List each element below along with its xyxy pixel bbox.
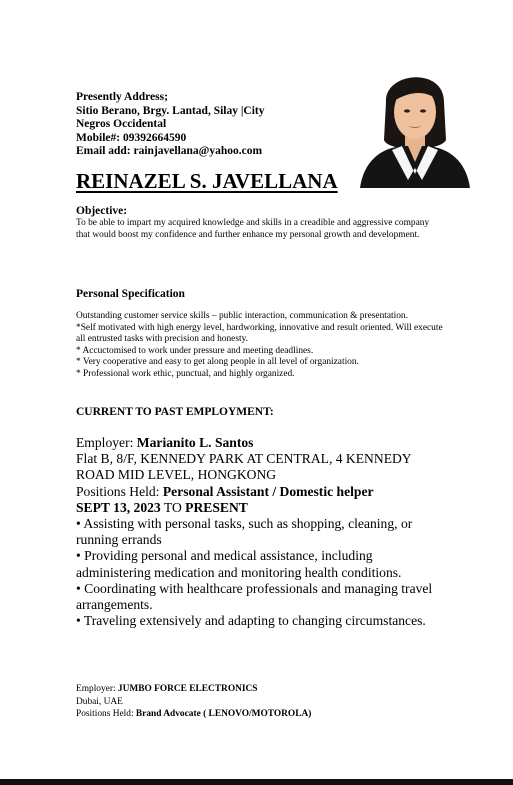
list-item: *Self motivated with high energy level, hardworking, innovative and result oriented. Will execute all entrusted tasks with precision and honesty. — [76, 322, 443, 345]
list-item: * Accuctomised to work under pressure and meeting deadlines. — [76, 345, 314, 356]
employer-name: JUMBO FORCE ELECTRONICS — [117, 684, 258, 694]
candidate-name: REINAZEL S. JAVELLANA — [76, 169, 338, 193]
address-line-1: Sitio Berano, Brgy. Lantad, Silay |City — [76, 104, 265, 117]
list-item: * Very cooperative and easy to get along people in all level of organization. — [76, 357, 359, 368]
previous-employer-line — [76, 683, 311, 696]
list-item: • Assisting with personal tasks, such as shopping, cleaning, or running errands — [76, 516, 413, 548]
employer-address: Flat B, 8/F, KENNEDY PARK AT CENTRAL, 4 KENNEDY ROAD MID LEVEL, HONGKONG — [76, 451, 412, 483]
date-end: PRESENT — [185, 499, 248, 515]
bottom-divider — [0, 779, 513, 785]
date-to: TO — [160, 499, 186, 515]
previous-position-line — [76, 708, 311, 721]
list-item: • Traveling extensively and adapting to changing circumstances. — [76, 613, 426, 629]
personal-spec-list — [76, 311, 448, 381]
employer-location: Dubai, UAE — [76, 696, 123, 707]
personal-spec-title: Personal Specification — [76, 288, 185, 300]
objective-title: Objective: — [76, 205, 128, 217]
employment-title: CURRENT TO PAST EMPLOYMENT: — [76, 406, 274, 418]
email-address: Email add: rainjavellana@yahoo.com — [76, 145, 263, 158]
person-portrait-icon — [352, 62, 476, 188]
address-label: Presently Address; — [76, 91, 168, 103]
employer-name: Marianito L. Santos — [136, 435, 254, 450]
employment-dates — [76, 500, 446, 516]
employer-label: Employer: — [76, 435, 137, 450]
current-employer-line — [76, 435, 446, 451]
list-item: Outstanding customer service skills – public interaction, communication & presentation. — [76, 311, 408, 321]
position-title: Brand Advocate ( LENOVO/MOTOROLA) — [135, 709, 312, 720]
position-label: Positions Held: — [76, 709, 136, 720]
mobile-number: Mobile#: 09392664590 — [76, 131, 187, 144]
employer-label: Employer: — [76, 684, 118, 694]
date-start: SEPT 13, 2023 — [76, 499, 161, 515]
previous-employment — [76, 683, 311, 721]
position-label: Positions Held: — [76, 483, 163, 499]
contact-block — [76, 91, 264, 159]
current-position-line — [76, 484, 446, 500]
current-employment — [76, 435, 446, 629]
position-title: Personal Assistant / Domestic helper — [162, 483, 374, 499]
list-item: * Professional work ethic, punctual, and highly organized. — [76, 368, 295, 379]
profile-photo — [352, 62, 476, 188]
list-item: • Providing personal and medical assistance, including administering medication and monitoring health conditions. — [76, 548, 402, 580]
list-item: • Coordinating with healthcare professionals and managing travel arrangements. — [76, 580, 433, 613]
objective-text: To be able to impart my acquired knowledge and skills in a creadible and aggressive company that would boost my confidence and further enhance my personal growth and development. — [76, 218, 430, 240]
address-line-2: Negros Occidental — [76, 118, 167, 131]
